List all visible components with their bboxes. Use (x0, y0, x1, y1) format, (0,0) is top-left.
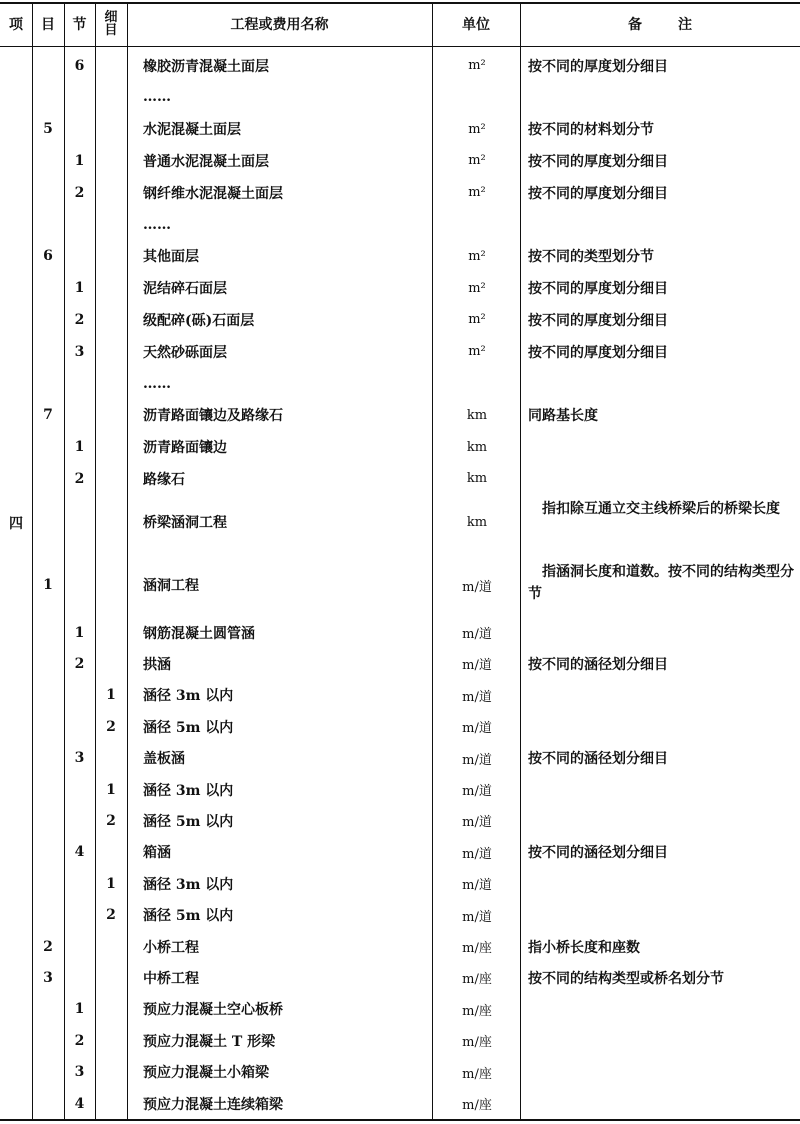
row-name: …… (143, 89, 171, 106)
xiang-value: 四 (9, 515, 23, 532)
row-mu (32, 50, 64, 81)
row-ximu (95, 648, 127, 679)
row-unit: m² (468, 185, 486, 201)
row-ximu (95, 177, 127, 208)
row-note (528, 900, 794, 931)
table-row (0, 994, 800, 1025)
row-note: 按不同的涵径划分细目 (528, 656, 668, 673)
row-ximu (95, 145, 127, 176)
row-ximu (95, 209, 127, 240)
row-unit: m/道 (462, 815, 492, 831)
table-row (0, 50, 800, 81)
row-jie: 6 (74, 57, 85, 74)
row-jie: 2 (74, 1032, 85, 1049)
row-jie: 4 (74, 844, 85, 861)
row-jie (64, 82, 95, 113)
header-xiang: 项 (9, 17, 23, 33)
row-mu (32, 177, 64, 208)
header-ximu (95, 2, 127, 46)
row-unit: km (466, 439, 488, 455)
row-mu (32, 805, 64, 836)
row-note (528, 432, 794, 463)
row-mu (32, 648, 64, 679)
row-unit: m² (468, 153, 486, 169)
row-jie (64, 114, 95, 145)
row-jie (64, 241, 95, 272)
table-row-culvert (0, 557, 800, 613)
row-jie: 2 (74, 470, 85, 487)
row-mu (32, 1025, 64, 1056)
row-jie: 2 (74, 184, 85, 201)
table-row (0, 1088, 800, 1119)
row-name: 桥梁涵洞工程 (143, 515, 227, 531)
row-ximu (95, 1088, 127, 1119)
row-ximu (95, 743, 127, 774)
row-unit: m/道 (462, 784, 492, 799)
row-name: 沥青路面镶边及路缘石 (143, 408, 283, 425)
row-note: 指小桥长度和座数 (528, 939, 640, 956)
table-row (0, 177, 800, 208)
row-mu (32, 82, 64, 113)
row-unit: m/道 (462, 579, 492, 595)
row-unit: m/道 (462, 658, 492, 674)
row-jie: 1 (74, 280, 85, 297)
table-row (0, 145, 800, 176)
row-note (528, 617, 794, 648)
row-note: 按不同的厚度划分细目 (528, 153, 668, 170)
row-ximu: 1 (106, 875, 116, 892)
row-mu: 5 (43, 121, 53, 138)
row-mu (32, 209, 64, 240)
row-mu (32, 617, 64, 648)
table-row (0, 648, 800, 679)
row-unit: m² (468, 248, 486, 264)
row-ximu (95, 1025, 127, 1056)
row-unit: m/座 (462, 1098, 492, 1113)
row-name: 沥青路面镶边 (143, 440, 227, 457)
row-jie: 2 (74, 655, 85, 672)
row-jie: 4 (74, 1095, 85, 1112)
row-note: 按不同的厚度划分细目 (528, 185, 668, 202)
row-unit (432, 209, 522, 240)
row-unit: m/道 (462, 721, 492, 737)
row-mu (32, 868, 64, 899)
table-row (0, 711, 800, 742)
row-name: 橡胶沥青混凝土面层 (143, 58, 269, 75)
row-name: …… (143, 375, 171, 392)
row-ximu (95, 50, 127, 81)
row-name: …… (143, 216, 171, 233)
header-jie: 节 (72, 17, 87, 33)
row-name: 泥结碎石面层 (143, 281, 227, 298)
row-note: 指涵洞长度和道数。按不同的结构类型分节 (528, 564, 794, 602)
row-unit: m² (468, 58, 486, 73)
table-row (0, 617, 800, 648)
row-jie (64, 368, 95, 399)
header-name: 工程或费用名称 (230, 17, 329, 33)
header-ximu-bottom: 目 (104, 23, 118, 38)
table-row (0, 868, 800, 899)
table-row (0, 114, 800, 145)
row-unit: m² (468, 280, 486, 296)
row-jie: 1 (74, 439, 85, 456)
table-row (0, 743, 800, 774)
row-mu (32, 900, 64, 931)
row-note (528, 868, 794, 899)
row-jie (64, 805, 95, 836)
row-unit: m/道 (462, 909, 492, 925)
row-ximu (95, 82, 127, 113)
row-note: 按不同的材料划分节 (528, 122, 654, 139)
table-row (0, 304, 800, 335)
row-name: 涵径 3m 以内 (143, 876, 234, 893)
table-row (0, 774, 800, 805)
row-mu (32, 336, 64, 367)
header-ximu-top: 细 (104, 10, 118, 25)
row-ximu (95, 273, 127, 304)
row-ximu (95, 114, 127, 145)
header-note-b: 注 (678, 17, 692, 33)
row-unit: km (466, 471, 488, 487)
row-unit: m/道 (462, 627, 492, 642)
row-mu: 6 (43, 248, 53, 265)
row-name: 普通水泥混凝土面层 (143, 153, 269, 170)
row-note: 按不同的厚度划分细目 (528, 312, 668, 329)
row-mu (32, 368, 64, 399)
row-mu (32, 1088, 64, 1119)
row-jie (64, 400, 95, 431)
row-note (528, 209, 794, 240)
table-row (0, 82, 800, 113)
row-note (528, 994, 794, 1025)
row-name: 箱涵 (143, 845, 171, 862)
row-mu (32, 432, 64, 463)
row-mu: 2 (43, 938, 53, 955)
row-ximu (95, 931, 127, 962)
row-mu (32, 145, 64, 176)
row-note (528, 463, 794, 494)
row-name: 天然砂砾面层 (143, 344, 227, 361)
row-unit (432, 368, 522, 399)
row-ximu (95, 432, 127, 463)
row-note: 按不同的类型划分节 (528, 249, 654, 266)
row-name: 中桥工程 (143, 970, 199, 987)
row-jie: 1 (74, 152, 85, 169)
row-jie: 3 (74, 1064, 85, 1081)
row-name: 其他面层 (143, 249, 199, 266)
row-jie (64, 711, 95, 742)
row-note: 按不同的厚度划分细目 (528, 344, 668, 361)
row-mu (32, 680, 64, 711)
row-jie (64, 209, 95, 240)
row-ximu (95, 304, 127, 335)
row-jie (64, 931, 95, 962)
row-name: 预应力混凝土连续箱梁 (143, 1096, 283, 1113)
row-name: 小桥工程 (143, 939, 199, 956)
table-bottom-rule (0, 1119, 800, 1121)
row-name: 涵径 5m 以内 (143, 719, 234, 736)
row-name: 盖板涵 (143, 751, 185, 768)
row-ximu: 2 (106, 907, 116, 924)
row-name: 拱涵 (143, 656, 171, 673)
row-note (528, 680, 794, 711)
row-ximu (95, 463, 127, 494)
row-ximu (95, 400, 127, 431)
row-unit: m/座 (462, 972, 492, 988)
row-name: 钢筋混凝土圆管涵 (143, 625, 255, 642)
table-row (0, 1057, 800, 1088)
table-row (0, 805, 800, 836)
row-unit: m/座 (462, 1003, 492, 1019)
row-ximu: 2 (106, 812, 116, 829)
row-mu (32, 273, 64, 304)
row-note (528, 1025, 794, 1056)
row-ximu: 1 (106, 687, 116, 704)
header-note (520, 2, 800, 46)
row-unit (432, 82, 522, 113)
row-name: 涵径 5m 以内 (143, 813, 234, 830)
header-note-a: 备 (628, 17, 642, 33)
row-jie: 3 (74, 750, 85, 767)
row-jie (64, 900, 95, 931)
row-ximu (95, 617, 127, 648)
row-ximu (95, 368, 127, 399)
row-note: 按不同的结构类型或桥名划分节 (528, 970, 724, 987)
row-ximu (95, 994, 127, 1025)
row-name: 涵径 5m 以内 (143, 908, 234, 925)
row-name: 路缘石 (143, 471, 185, 488)
row-ximu (95, 1057, 127, 1088)
row-unit: m² (468, 121, 486, 137)
table-row (0, 931, 800, 962)
row-note: 按不同的涵径划分细目 (528, 751, 668, 768)
row-note (528, 774, 794, 805)
table-row (0, 400, 800, 431)
row-note: 同路基长度 (528, 408, 598, 425)
header-unit: 单位 (462, 17, 490, 33)
row-note: 指扣除互通立交主线桥梁后的桥梁长度 (542, 501, 780, 517)
row-unit: km (466, 514, 488, 530)
row-mu: 3 (43, 969, 53, 986)
row-jie (64, 868, 95, 899)
row-unit: m/座 (462, 941, 492, 956)
row-mu (32, 711, 64, 742)
row-mu (32, 304, 64, 335)
row-unit: m² (468, 312, 486, 328)
table-row (0, 241, 800, 272)
row-mu (32, 463, 64, 494)
row-note (528, 805, 794, 836)
row-unit: m² (468, 344, 486, 360)
table-row-bridge (0, 494, 800, 550)
row-name: 预应力混凝土小箱梁 (143, 1065, 269, 1082)
row-jie (64, 962, 95, 993)
table-row (0, 900, 800, 931)
header-rule (0, 46, 800, 47)
row-ximu: 1 (106, 781, 116, 798)
row-ximu (95, 336, 127, 367)
table-row (0, 1025, 800, 1056)
row-name: 预应力混凝土空心板桥 (143, 1002, 283, 1019)
row-unit: m/道 (462, 878, 492, 894)
row-name: 级配碎(砾)石面层 (143, 312, 255, 329)
header-mu: 目 (41, 17, 55, 33)
table-row (0, 336, 800, 367)
table-row (0, 463, 800, 494)
row-unit: m/座 (462, 1066, 492, 1082)
row-mu: 7 (43, 407, 53, 424)
table-row (0, 209, 800, 240)
row-note (528, 1057, 794, 1088)
row-note: 按不同的厚度划分细目 (528, 281, 668, 298)
row-jie (64, 680, 95, 711)
row-mu: 1 (43, 577, 53, 593)
table-row (0, 837, 800, 868)
row-name: 钢纤维水泥混凝土面层 (143, 185, 283, 202)
row-name: 水泥混凝土面层 (143, 122, 241, 139)
table-row (0, 432, 800, 463)
table-row (0, 273, 800, 304)
row-unit: km (466, 407, 488, 423)
row-note: 按不同的厚度划分细目 (528, 58, 668, 75)
row-name: 涵径 3m 以内 (143, 782, 234, 799)
row-note (528, 711, 794, 742)
row-jie: 1 (74, 1001, 85, 1018)
row-unit: m/座 (462, 1035, 492, 1051)
row-note (528, 368, 794, 399)
row-ximu (95, 962, 127, 993)
row-mu (32, 994, 64, 1025)
row-mu (32, 743, 64, 774)
row-note (528, 82, 794, 113)
row-unit: m/道 (462, 846, 492, 862)
row-ximu (95, 837, 127, 868)
row-ximu: 2 (106, 718, 116, 735)
row-jie: 3 (74, 343, 85, 360)
row-name: 预应力混凝土 T 形梁 (143, 1033, 276, 1050)
row-unit: m/道 (462, 752, 492, 768)
row-mu (32, 774, 64, 805)
row-jie: 2 (74, 311, 85, 328)
table-row (0, 962, 800, 993)
row-ximu (95, 241, 127, 272)
table-row (0, 368, 800, 399)
row-note (528, 1088, 794, 1119)
row-unit: m/道 (462, 689, 492, 705)
row-note: 按不同的涵径划分细目 (528, 845, 668, 862)
row-mu (32, 1057, 64, 1088)
row-jie: 1 (74, 624, 85, 641)
row-jie (64, 774, 95, 805)
table-row (0, 680, 800, 711)
row-name: 涵径 3m 以内 (143, 688, 234, 705)
row-mu (32, 837, 64, 868)
row-name: 涵洞工程 (143, 578, 199, 594)
